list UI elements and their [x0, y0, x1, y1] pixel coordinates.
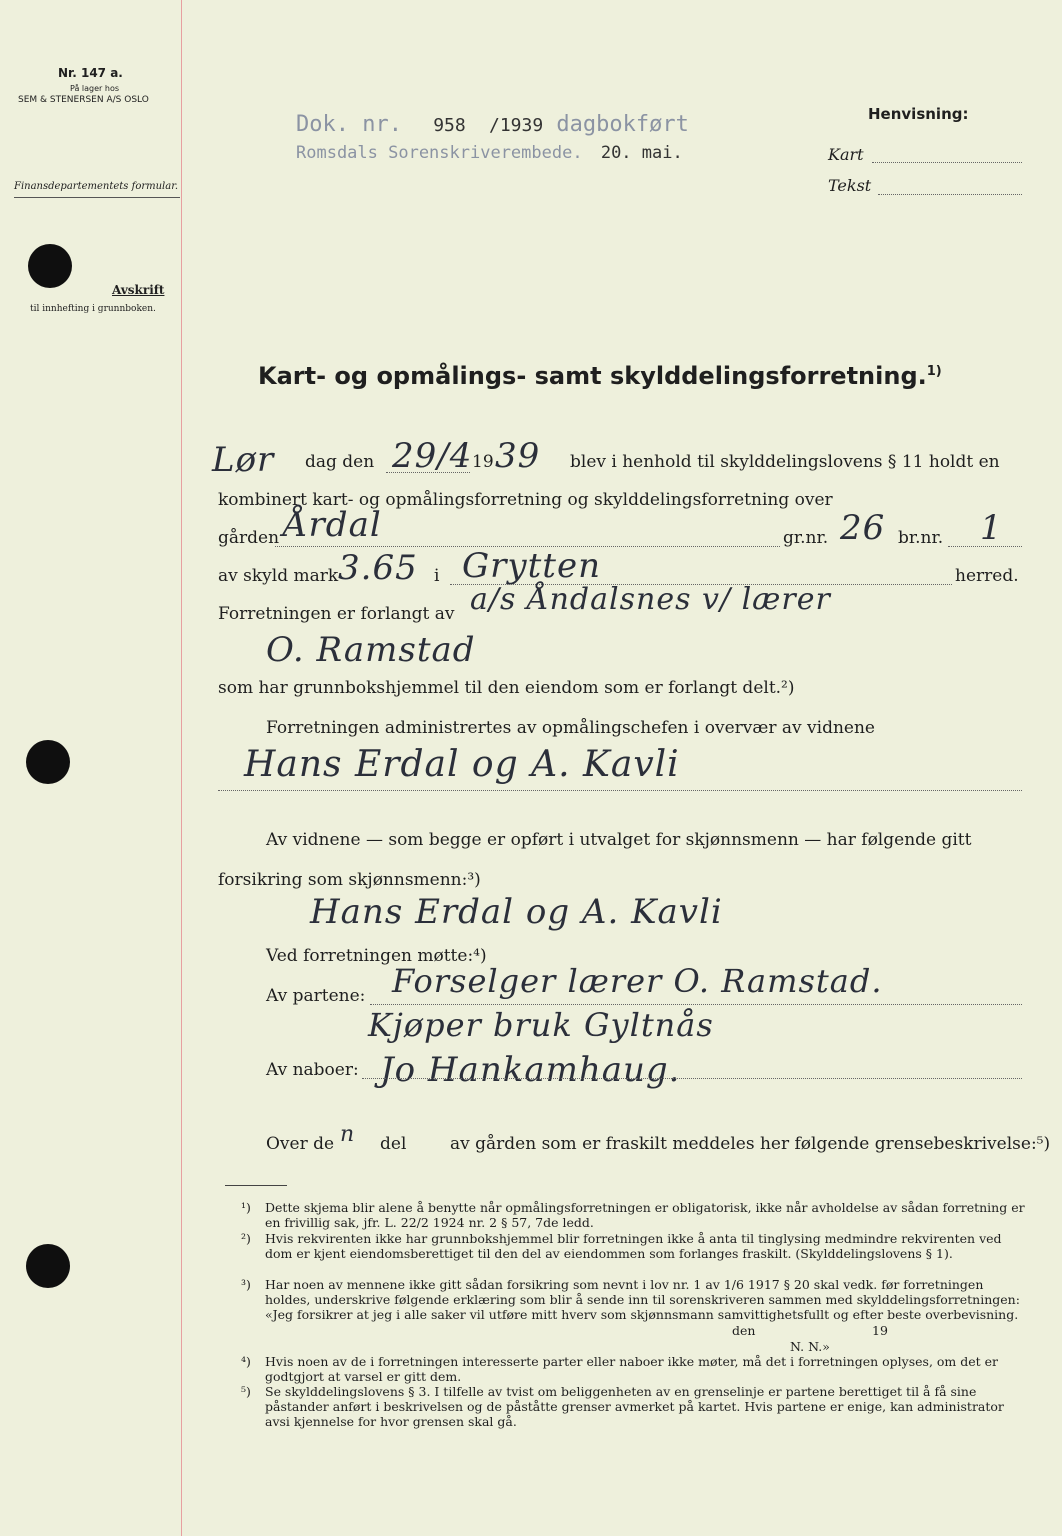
footnote-4	[241, 1354, 1025, 1384]
skyld-handwritten: 3.65	[338, 548, 418, 588]
brnr-line	[948, 546, 1022, 547]
partene-handwritten: Forselger lærer O. Ramstad.	[392, 962, 883, 1000]
binder-hole-bottom	[26, 1244, 70, 1288]
brnr-label: br.nr.	[898, 528, 944, 548]
footnote-1	[241, 1200, 1025, 1230]
stamp-number: 958	[433, 115, 466, 136]
binder-hole-middle	[26, 740, 70, 784]
footnote-3-nn: N. N.»	[790, 1339, 830, 1354]
printer-name: SEM & STENERSEN A/S OSLO	[18, 95, 149, 105]
document-title	[258, 362, 942, 390]
over-rest-text: av gården som er fraskilt meddeles her følgende grensebeskrivelse:⁵)	[450, 1134, 1051, 1154]
title-footnote: 1)	[926, 364, 942, 379]
footnote-5-num: ⁵)	[241, 1384, 251, 1399]
motte-text: Ved forretningen møtte:⁴)	[266, 946, 487, 966]
avskrift-label: Avskrift	[112, 283, 165, 297]
ministry-formular: Finansdepartementets formular.	[14, 181, 179, 192]
grnr-handwritten: 26	[840, 508, 886, 548]
farm-handwritten: Årdal	[283, 505, 382, 545]
day-handwritten: Lør	[212, 440, 275, 480]
grnr-label: gr.nr.	[783, 528, 829, 548]
footnote-3-den: den	[732, 1323, 756, 1338]
footnote-3	[241, 1277, 1025, 1322]
witnesses-line	[218, 790, 1022, 791]
witnesses-handwritten: Hans Erdal og A. Kavli	[244, 744, 680, 785]
admin-text: Forretningen administrertes av opmålingschefen i overvær av vidnene	[266, 718, 875, 738]
footnote-3-text: Har noen av mennene ikke gitt sådan forsikring som nevnt i lov nr. 1 av 1/6 1917 § 20 skal vedk. før forretningen holdes, underskrive følgende erklæring som blir å sende inn til sorenskriveren sammen med skylddelingsforretningen: «Jeg forsikrer at jeg i alle saker vil utføre mitt hverv som skjønnsmann samvittighetsfullt og efter beste overbevisning.	[265, 1277, 1020, 1322]
binder-hole-top	[28, 244, 72, 288]
footnote-1-text: Dette skjema blir alene å benytte når opmålingsforretningen er obligatorisk, ikke når avholdelse av sådan forretning er en frivillig sak, jfr. L. 22/2 1924 nr. 2 § 57, 7de ledd.	[265, 1200, 1025, 1230]
line2-text: kombinert kart- og opmålingsforretning og skylddelingsforretning over	[218, 490, 833, 510]
forlangt-handwritten: a/s Åndalsnes v/ lærer	[470, 582, 831, 617]
reference-kart: Kart	[828, 145, 864, 164]
footnote-5-text: Se skylddelingslovens § 3. I tilfelle av tvist om beliggenheten av en grenselinje er partene berettiget til å få sine påstander anført i beskrivelsen og de påståtte grenser avmerket på kartet. Hvis partene er enige, kan administrator avsi kjennelse for hvor grensen skal gå.	[265, 1384, 1004, 1429]
stamp-date: 20. mai.	[600, 143, 683, 163]
partene-handwritten-2: Kjøper bruk Gyltnås	[368, 1006, 714, 1044]
over-de-label: Over de	[266, 1134, 335, 1154]
kart-line	[872, 162, 1022, 163]
dag-den-label: dag den	[305, 452, 375, 472]
brnr-handwritten: 1	[980, 508, 1003, 548]
footnote-rule	[225, 1185, 287, 1186]
stamp-line-2	[296, 143, 683, 163]
date-handwritten: 29/4	[392, 436, 473, 476]
form-number: Nr. 147 a.	[58, 66, 123, 80]
stamp-line-1	[296, 112, 689, 137]
footnote-2-num: ²)	[241, 1231, 251, 1246]
footnote-4-num: ⁴)	[241, 1354, 251, 1369]
footnote-4-text: Hvis noen av de i forretningen interesserte parter eller naboer ikke møter, må det i forretningen oplyses, om det er godtgjort at varsel er gitt dem.	[265, 1354, 999, 1384]
partene-line	[370, 1004, 1022, 1005]
title-text: Kart- og opmålings- samt skylddelingsforretning.	[258, 362, 927, 390]
stamp-dagbok: dagbokført	[556, 112, 689, 137]
year-handwritten: 39	[495, 436, 541, 476]
stamp-court: Romsdals Sorenskriverembede.	[296, 143, 583, 163]
sale-note: På lager hos	[70, 84, 119, 93]
tekst-line	[878, 194, 1022, 195]
del-label: del	[380, 1134, 407, 1154]
herred-handwritten: Grytten	[462, 546, 601, 586]
i-label: i	[434, 566, 440, 586]
over-handwritten: n	[340, 1122, 356, 1147]
herred-label: herred.	[955, 566, 1019, 586]
footnote-2-text: Hvis rekvirenten ikke har grunnbokshjemmel blir forretningen ikke å anta til tinglysing medmindre rekvirenten ved dom er kjent eiendomsberettiget til den del av eiendommen som forlanges fraskilt. (Skylddelingslovens § 1).	[265, 1231, 1002, 1261]
forlangt-handwritten-2: O. Ramstad	[266, 630, 476, 670]
skyld-label: av skyld mark	[218, 566, 339, 586]
naboer-line	[362, 1078, 1022, 1079]
avskrift-subtitle: til innhefting i grunnboken.	[30, 304, 156, 314]
reference-title: Henvisning:	[868, 105, 969, 123]
forsikring-handwritten: Hans Erdal og A. Kavli	[310, 892, 723, 932]
naboer-label: Av naboer:	[266, 1060, 359, 1080]
footnote-5	[241, 1384, 1025, 1429]
forlangt-label: Forretningen er forlangt av	[218, 604, 455, 624]
grunnbok-text: som har grunnbokshjemmel til den eiendom som er forlangt delt.²)	[218, 678, 795, 698]
naboer-handwritten: Jo Hankamhaug.	[380, 1050, 681, 1090]
footnote-3-year: 19	[872, 1323, 888, 1338]
margin-divider	[14, 197, 180, 198]
forsikring-text: forsikring som skjønnsmenn:³)	[218, 870, 481, 890]
stamp-dok: Dok. nr.	[296, 112, 402, 137]
footnote-2	[241, 1231, 1025, 1261]
line1-text: blev i henhold til skylddelingslovens § 11 holdt en	[570, 452, 1000, 472]
footnote-1-num: ¹)	[241, 1200, 251, 1215]
reference-tekst: Tekst	[828, 176, 872, 195]
av-vidnene-text: Av vidnene — som begge er opført i utvalget for skjønnsmenn — har følgende gitt	[266, 830, 972, 850]
year-prefix: 19	[472, 452, 494, 472]
margin-rule	[181, 0, 182, 1536]
stamp-year: /1939	[488, 115, 544, 136]
partene-label: Av partene:	[266, 986, 366, 1006]
garden-label: gården	[218, 528, 280, 548]
footnote-3-num: ³)	[241, 1277, 251, 1292]
